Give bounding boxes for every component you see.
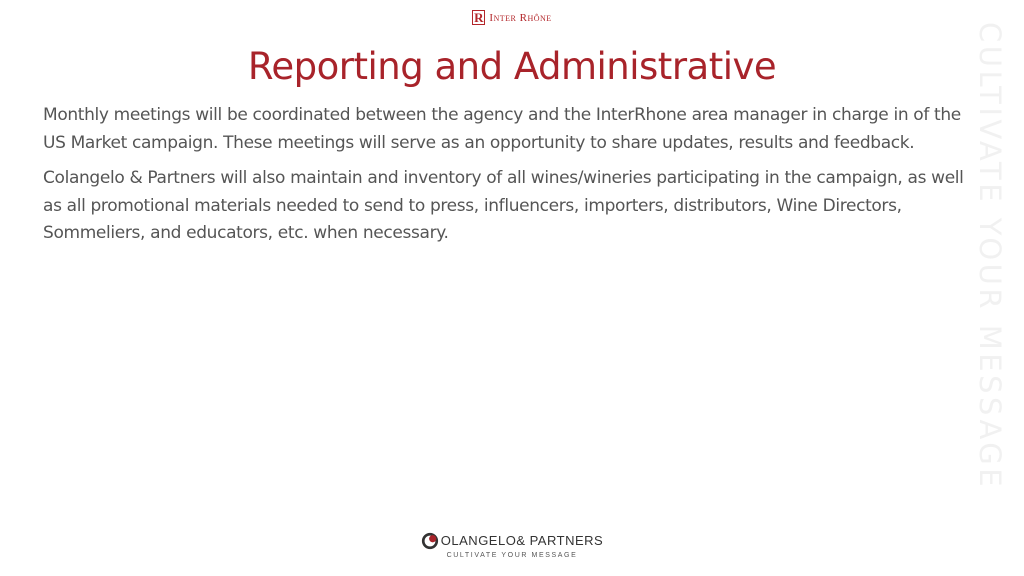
colangelo-partners-logo xyxy=(0,532,1024,559)
company-tagline: CULTIVATE YOUR MESSAGE xyxy=(446,552,578,559)
slide-title: Reporting and Administrative xyxy=(247,45,777,88)
paragraph-inventory: Colangelo & Partners will also maintain and inventory of all wines/wineries participating in the campaign, as well as all promotional materials needed to send to press, influencers, importers, distributors, Wine Directors, Sommeliers, and educators, etc. when necessary. xyxy=(43,168,964,243)
company-name: OLANGELO& PARTNERS xyxy=(440,533,604,548)
interrhone-r-icon: R xyxy=(474,10,484,25)
interrhone-logo-text: Inter Rhône xyxy=(489,11,552,24)
slide-body xyxy=(43,102,978,256)
vertical-watermark: CULTIVATE YOUR MESSAGE xyxy=(973,22,1007,491)
colangelo-c-icon xyxy=(421,532,439,550)
paragraph-meetings: Monthly meetings will be coordinated between the agency and the InterRhone area manager in charge in of the US Market campaign. These meetings will serve as an opportunity to share updates, results and feedback. xyxy=(43,105,961,153)
interrhone-logo xyxy=(0,10,1024,25)
